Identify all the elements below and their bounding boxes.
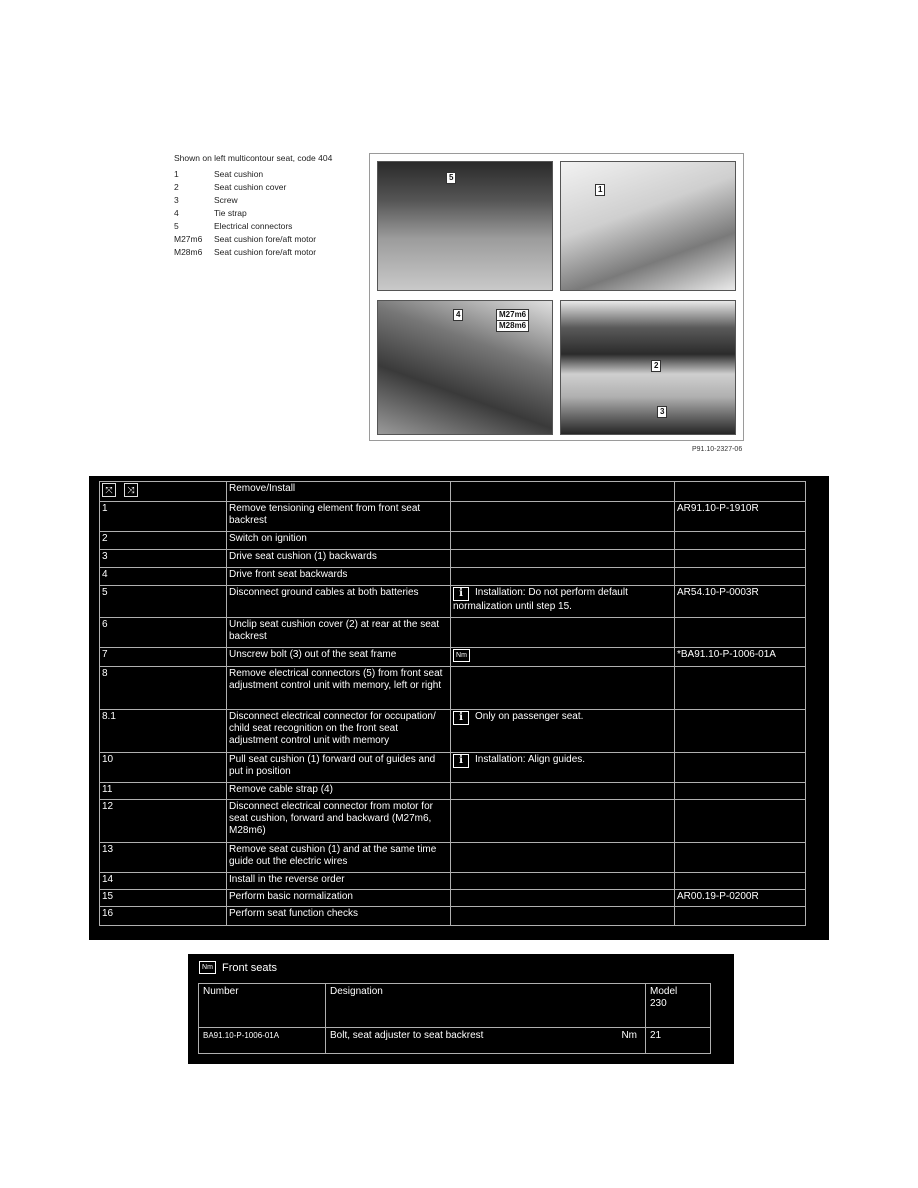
table-row (100, 753, 806, 783)
legend-item (174, 233, 344, 246)
step-number: 7 (100, 648, 227, 667)
legend-number: M28m6 (174, 247, 203, 257)
table-row (100, 800, 806, 843)
info-icon: i (453, 587, 469, 601)
step-note: i Installation: Do not perform default normalization until step 15. (451, 586, 675, 618)
photo-motor-connectors (377, 300, 553, 435)
table-row (100, 618, 806, 648)
step-number: 11 (100, 783, 227, 800)
photo-electrical-connectors (377, 161, 553, 291)
table-row (100, 502, 806, 532)
step-reference: AR91.10-P-1910R (675, 502, 806, 532)
steps-header-row (100, 482, 806, 502)
step-number: 6 (100, 618, 227, 648)
step-action: Remove tensioning element from front seat backrest (227, 502, 451, 532)
table-row (100, 667, 806, 710)
step-number: 13 (100, 843, 227, 873)
table-row (100, 532, 806, 550)
step-note: i Only on passenger seat. (451, 710, 675, 753)
table-row (100, 550, 806, 568)
header-designation: Designation (326, 984, 646, 1028)
step-action: Drive front seat backwards (227, 568, 451, 586)
seat-figure (369, 153, 744, 441)
step-reference: AR00.19-P-0200R (675, 890, 806, 907)
step-action: Perform basic normalization (227, 890, 451, 907)
torque-designation: Bolt, seat adjuster to seat backrest Nm (326, 1028, 646, 1054)
callout-2: 2 (651, 360, 661, 372)
info-icon: i (453, 711, 469, 725)
table-row (100, 586, 806, 618)
callout-m28m6: M28m6 (496, 320, 529, 332)
step-action: Remove cable strap (4) (227, 783, 451, 800)
header-icons (100, 482, 227, 502)
header-title: Remove/Install (227, 482, 451, 502)
callout-3: 3 (657, 406, 667, 418)
table-row (100, 843, 806, 873)
callout-4: 4 (453, 309, 463, 321)
header-number: Number (199, 984, 326, 1028)
torque-nm-icon: Nm (199, 961, 216, 974)
legend-number: 3 (174, 195, 179, 205)
step-action: Disconnect electrical connector for occupation/ child seat recognition on the front seat adjustment control unit with memory (227, 710, 451, 753)
legend-item (174, 168, 344, 181)
torque-title-text: Front seats (222, 961, 278, 974)
step-action: Remove seat cushion (1) and at the same time guide out the electric wires (227, 843, 451, 873)
step-number: 15 (100, 890, 227, 907)
header-model: Model 230 (646, 984, 711, 1028)
step-note: i Installation: Align guides. (451, 753, 675, 783)
remove-icon: ⤧ (102, 483, 116, 497)
step-action: Drive seat cushion (1) backwards (227, 550, 451, 568)
legend-label: Seat cushion fore/aft motor (214, 234, 317, 244)
torque-header-row (199, 984, 711, 1028)
callout-1: 1 (595, 184, 605, 196)
legend-item (174, 220, 344, 233)
table-row (100, 568, 806, 586)
install-icon: ⤨ (124, 483, 138, 497)
legend-intro: Shown on left multicontour seat, code 404 (174, 153, 333, 163)
legend-item (174, 181, 344, 194)
torque-number: BA91.10-P-1006-01A (199, 1028, 326, 1054)
step-action: Pull seat cushion (1) forward out of guides and put in position (227, 753, 451, 783)
legend-label: Electrical connectors (214, 221, 293, 231)
torque-panel (188, 954, 734, 1064)
step-number: 5 (100, 586, 227, 618)
torque-title (199, 961, 277, 974)
step-number: 1 (100, 502, 227, 532)
step-action: Disconnect ground cables at both batteries (227, 586, 451, 618)
step-action: Remove electrical connectors (5) from front seat adjustment control unit with memory, left or right (227, 667, 451, 710)
table-row (100, 710, 806, 753)
legend-number: 2 (174, 182, 179, 192)
step-action: Install in the reverse order (227, 873, 451, 890)
table-row (100, 648, 806, 667)
figure-legend (174, 152, 344, 259)
torque-nm-icon: Nm (453, 649, 470, 662)
steps-table (99, 481, 806, 926)
step-reference: AR54.10-P-0003R (675, 586, 806, 618)
step-action: Switch on ignition (227, 532, 451, 550)
table-row (100, 907, 806, 926)
torque-value: 21 (646, 1028, 711, 1054)
info-icon: i (453, 754, 469, 768)
step-action: Unclip seat cushion cover (2) at rear at the seat backrest (227, 618, 451, 648)
torque-unit: Nm (621, 1030, 637, 1041)
step-number: 8.1 (100, 710, 227, 753)
callout-5: 5 (446, 172, 456, 184)
legend-number: 5 (174, 221, 179, 231)
legend-label: Seat cushion (214, 169, 264, 179)
table-row (100, 890, 806, 907)
step-action: Perform seat function checks (227, 907, 451, 926)
callout-m27m6: M27m6 (496, 309, 529, 321)
legend-label: Screw (214, 195, 238, 205)
step-number: 2 (100, 532, 227, 550)
step-number: 16 (100, 907, 227, 926)
legend-number: M27m6 (174, 234, 203, 244)
step-number: 12 (100, 800, 227, 843)
legend-item (174, 194, 344, 207)
step-number: 8 (100, 667, 227, 710)
table-row (199, 1028, 711, 1054)
figure-code: P91.10-2327-06 (692, 446, 743, 453)
step-action: Disconnect electrical connector from motor for seat cushion, forward and backward (M27m6, M28m6) (227, 800, 451, 843)
step-reference: *BA91.10-P-1006-01A (675, 648, 806, 667)
legend-label: Seat cushion cover (214, 182, 287, 192)
step-note (451, 648, 675, 667)
step-number: 4 (100, 568, 227, 586)
photo-cushion-cover-screw (560, 300, 736, 435)
steps-table-panel (89, 476, 829, 940)
legend-label: Tie strap (214, 208, 247, 218)
legend-label: Seat cushion fore/aft motor (214, 247, 317, 257)
step-number: 3 (100, 550, 227, 568)
legend-number: 4 (174, 208, 179, 218)
torque-table (198, 983, 711, 1054)
table-row (100, 873, 806, 890)
step-number: 14 (100, 873, 227, 890)
step-number: 10 (100, 753, 227, 783)
photo-seat-overview (560, 161, 736, 291)
table-row (100, 783, 806, 800)
legend-number: 1 (174, 169, 179, 179)
legend-item (174, 246, 344, 259)
step-action: Unscrew bolt (3) out of the seat frame (227, 648, 451, 667)
legend-item (174, 207, 344, 220)
